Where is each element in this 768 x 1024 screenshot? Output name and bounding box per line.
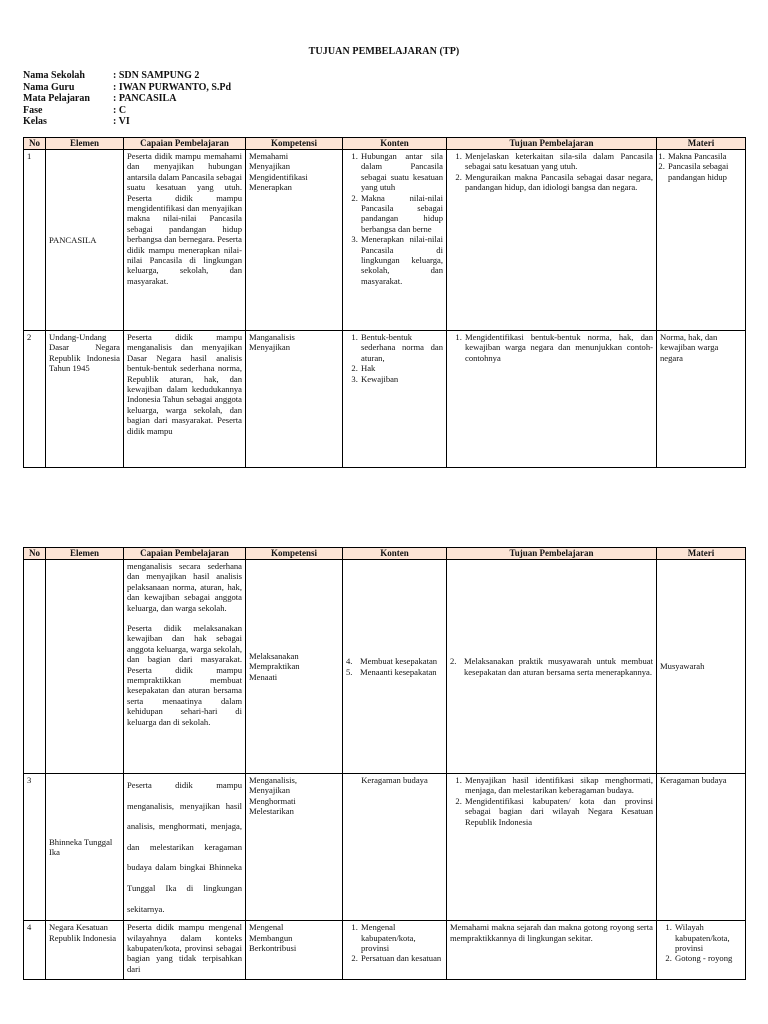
table-row xyxy=(24,774,746,921)
konten-item: 2. Persatuan dan kesatuan xyxy=(360,953,443,963)
cell-konten xyxy=(343,150,447,331)
header-konten: Konten xyxy=(343,548,447,560)
identity-row-phase xyxy=(23,105,231,117)
identity-row-school xyxy=(23,70,231,82)
kompetensi-item: Menghormati xyxy=(249,795,296,806)
cell-tujuan xyxy=(447,150,657,331)
tujuan-item: 2. Melaksanakan praktik musyawarah untuk membuat kesepakatan dan aturan bersama serta menerapkannya. xyxy=(450,656,653,677)
kompetensi-item: Melestarikan xyxy=(249,806,294,817)
header-materi: Materi xyxy=(657,138,746,150)
table-row xyxy=(24,331,746,468)
cell-capaian xyxy=(124,560,246,774)
kompetensi-item: Menyajikan xyxy=(249,161,291,172)
cell-capaian: Peserta didik mampu memahami dan menyajikan hubungan antarsila dalam Pancasila sebagai suatu kesatuan yang utuh. Peserta didik mampu mengidentifikasi dan menyajikan makna nilai-nilai Pancasila sebagai pandangan hidup berbangsa dan bernegara. Peserta didik mampu menerapkan nilai-nilai Pancasila di lingkungan keluarga, sekolah, dan masyarakat. xyxy=(124,150,246,331)
kompetensi-item: Menaati xyxy=(249,671,278,682)
materi-item: 2. Gotong - royong xyxy=(674,953,742,963)
kompetensi-item: Manganalisis xyxy=(249,332,295,342)
tujuan-item: 1. Menyajikan hasil identifikasi sikap menghormati, menjaga, dan melestarikan keberagaman budaya. xyxy=(464,775,653,796)
cell-no xyxy=(24,560,46,774)
tujuan-item: 2. Menguraikan makna Pancasila sebagai dasar negara, pandangan hidup, dan idiologi bangsa dan negara. xyxy=(464,172,653,193)
identity-value: : C xyxy=(113,104,127,116)
kompetensi-item: Mengidentifikasi xyxy=(249,171,308,182)
identity-value: : VI xyxy=(113,116,130,127)
konten-item: 2. Hak xyxy=(360,363,443,373)
header-no: No xyxy=(24,548,46,560)
cell-no: 3 xyxy=(24,774,46,921)
header-elemen: Elemen xyxy=(46,548,124,560)
cell-materi xyxy=(657,921,746,980)
cell-no: 1 xyxy=(24,150,46,331)
konten-item: 3. Menerapkan nilai-nilai Pancasila di lingkungan keluarga, sekolah, dan masyarakat. xyxy=(360,234,443,286)
cell-elemen: Negara Kesatuan Republik Indonesia xyxy=(46,921,124,980)
cell-capaian: Peserta didik mampu mengenal wilayahnya dalam konteks kabupaten/kota, provinsi sebagai bagian yang tidak terpisahkan dari xyxy=(124,921,246,980)
header-materi: Materi xyxy=(657,548,746,560)
cell-no: 2 xyxy=(24,331,46,468)
cell-tujuan xyxy=(447,331,657,468)
konten-item: 1. Hubungan antar sila dalam Pancasila sebagai suatu kesatuan yang utuh xyxy=(360,151,443,193)
konten-item: 2. Makna nilai-nilai Pancasila sebagai pandangan hidup berbangsa dan berne xyxy=(360,193,443,235)
konten-item: 4. Membuat kesepakatan xyxy=(346,656,438,667)
cell-kompetensi xyxy=(246,774,343,921)
identity-label: Fase xyxy=(23,104,43,116)
capaian-paragraph: Peserta didik melaksanakan kewajiban dan hak sebagai anggota keluarga, warga sekolah, dan bagian dari masyarakat. Peserta didik mampu mempraktikkan membuat kesepakatan dan aturan bersama serta menaatinya dalam kehidupan sehari-hari di keluarga dan di sekolah. xyxy=(127,623,242,727)
header-capaian: Capaian Pembelajaran xyxy=(124,138,246,150)
cell-kompetensi xyxy=(246,150,343,331)
cell-elemen: Undang-Undang Dasar Negara Republik Indonesia Tahun 1945 xyxy=(46,331,124,468)
kompetensi-item: Menganalisis, xyxy=(249,775,297,785)
cell-konten xyxy=(343,560,447,774)
kompetensi-item: Menerapkan xyxy=(249,182,292,193)
header-tujuan: Tujuan Pembelajaran xyxy=(447,138,657,150)
cell-tujuan xyxy=(447,560,657,774)
cell-konten xyxy=(343,921,447,980)
konten-item: 1. Mengenal kabupaten/kota, provinsi xyxy=(360,922,443,953)
cell-materi xyxy=(657,150,746,331)
header-konten: Konten xyxy=(343,138,447,150)
tp-table-1 xyxy=(23,137,746,468)
cell-tujuan: Memahami makna sejarah dan makna gotong royong serta mempraktikkannya di lingkungan sekitar. xyxy=(447,921,657,980)
kompetensi-item: Menyajikan xyxy=(249,785,291,796)
kompetensi-item: Mengenal xyxy=(249,922,284,933)
identity-value: : SDN SAMPUNG 2 xyxy=(113,70,200,81)
page-title: TUJUAN PEMBELAJARAN (TP) xyxy=(308,46,460,57)
cell-kompetensi xyxy=(246,921,343,980)
cell-konten: Keragaman budaya xyxy=(343,774,447,921)
materi-item: 1. Makna Pancasila xyxy=(667,151,742,161)
cell-elemen: Bhinneka Tunggal Ika xyxy=(46,774,124,921)
header-kompetensi: Kompetensi xyxy=(246,548,343,560)
cell-elemen: PANCASILA xyxy=(46,150,124,331)
table-row xyxy=(24,560,746,774)
cell-konten xyxy=(343,331,447,468)
table-header-row xyxy=(24,548,746,560)
konten-item: 5. Menaanti kesepakatan xyxy=(346,666,437,677)
capaian-paragraph: menganalisis secara sederhana dan menyajikan hasil analisis pelaksanaan norma, aturan, hak, dan kewajiban sebagai anggota keluarga, dan warga sekolah. xyxy=(127,561,242,613)
tp-table-2 xyxy=(23,547,746,980)
cell-elemen xyxy=(46,560,124,774)
identity-row-subject xyxy=(23,93,231,105)
kompetensi-item: Memahami xyxy=(249,151,289,161)
identity-row-teacher xyxy=(23,82,231,94)
identity-label: Mata Pelajaran xyxy=(23,93,90,104)
cell-capaian: Peserta didik mampu menganalisis, menyajikan hasil analisis, menghormati, menjaga, dan melestarikan keragaman budaya dalam bingkai Bhinneka Tunggal Ika di lingkungan sekitarnya. xyxy=(124,774,246,921)
konten-item: 1. Bentuk-bentuk sederhana norma dan aturan, xyxy=(360,332,443,363)
materi-item: 2. Pancasila sebagai pandangan hidup xyxy=(667,161,742,182)
cell-no: 4 xyxy=(24,921,46,980)
identity-row-class xyxy=(23,116,231,128)
table-header-row xyxy=(24,138,746,150)
cell-kompetensi xyxy=(246,560,343,774)
table-row xyxy=(24,921,746,980)
cell-kompetensi xyxy=(246,331,343,468)
materi-item: 1. Wilayah kabupaten/kota, provinsi xyxy=(674,922,742,953)
cell-materi: Norma, hak, dan kewajiban warga negara xyxy=(657,331,746,468)
identity-value: : PANCASILA xyxy=(113,93,177,104)
cell-tujuan xyxy=(447,774,657,921)
tujuan-item: 1. Mengidentifikasi bentuk-bentuk norma, hak, dan kewajiban warga negara dan menunjukkan contoh-contohnya xyxy=(464,332,653,363)
header-capaian: Capaian Pembelajaran xyxy=(124,548,246,560)
cell-capaian: Peserta didik mampu menganalisis dan menyajikan Dasar Negara hasil analisis bentuk-bentuk sederhana norma, Republik aturan, hak, dan kewajiban dalam kedudukannya Indonesia Tahun sebagai anggota keluarga, warga sekolah, dan bagian dari masyarakat. Peserta didik mampu xyxy=(124,331,246,468)
kompetensi-item: Menyajikan xyxy=(249,342,291,353)
header-kompetensi: Kompetensi xyxy=(246,138,343,150)
identity-value: : IWAN PURWANTO, S.Pd xyxy=(113,81,232,93)
tujuan-item: 1. Menjelaskan keterkaitan sila-sila dalam Pancasila sebagai satu kesatuan yang utuh. xyxy=(464,151,653,172)
header-tujuan: Tujuan Pembelajaran xyxy=(447,548,657,560)
identity-block xyxy=(23,70,231,128)
tujuan-item: 2. Mengidentifikasi kabupaten/ kota dan provinsi sebagai bagian dari wilayah Negara Kesatuan Republik Indonesia xyxy=(464,796,653,827)
konten-item: 3. Kewajiban xyxy=(360,374,443,384)
kompetensi-item: Berkontribusi xyxy=(249,942,297,953)
cell-materi: Musyawarah xyxy=(657,560,746,774)
kompetensi-item: Melaksanakan xyxy=(249,650,299,661)
header-elemen: Elemen xyxy=(46,138,124,150)
header-no: No xyxy=(24,138,46,150)
cell-materi: Keragaman budaya xyxy=(657,774,746,921)
identity-label: Nama Guru xyxy=(23,81,75,93)
kompetensi-item: Mempraktikan xyxy=(249,661,300,672)
kompetensi-item: Membangun xyxy=(249,932,293,943)
identity-label: Kelas xyxy=(23,116,47,127)
identity-label: Nama Sekolah xyxy=(23,70,85,81)
table-row xyxy=(24,150,746,331)
